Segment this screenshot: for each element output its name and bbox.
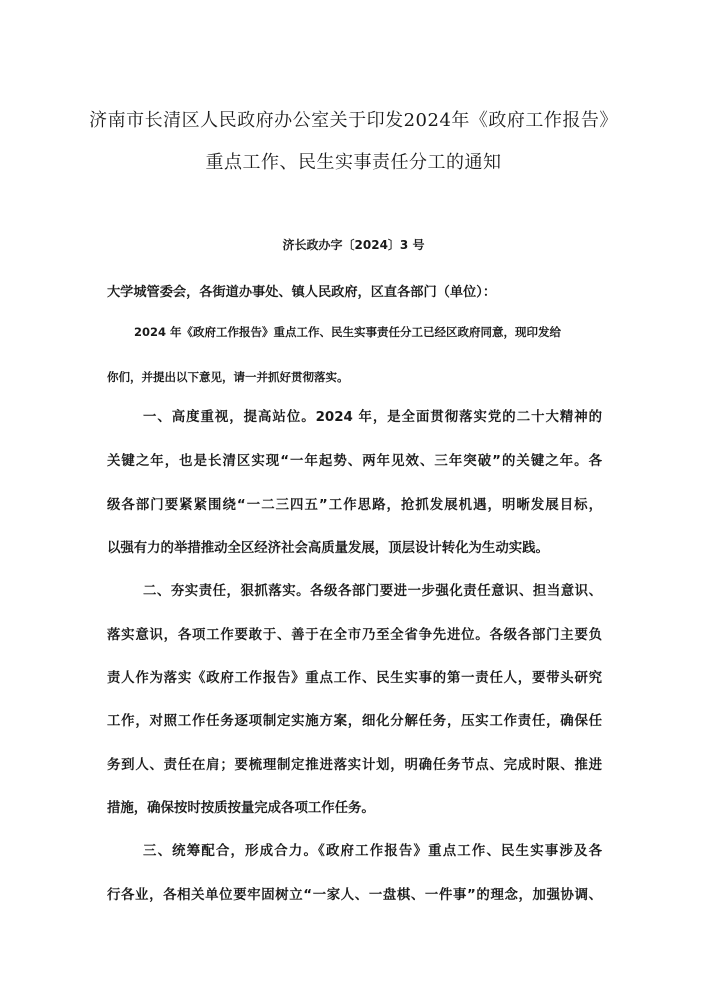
section-2-line: 工作，对照工作任务逐项制定实施方案，细化分解任务，压实工作责任，确保任 [107,714,602,729]
section-1-line: 以强有力的举措推动全区经济社会高质量发展，顶层设计转化为生动实践。 [107,541,549,556]
section-1-line: 一、高度重视，提高站位。2024 年，是全面贯彻落实党的二十大精神的 [143,410,602,425]
section-2-line: 务到人、责任在肩；要梳理制定推进落实计划，明确任务节点、完成时限、推进 [107,758,602,773]
section-2-line: 二、夯实责任，狠抓落实。各级各部门要进一步强化责任意识、担当意识、 [143,584,602,599]
document-title-line-1: 济南市长清区人民政府办公室关于印发2024年《政府工作报告》 [89,110,618,131]
section-3-line: 三、统筹配合，形成合力。《政府工作报告》重点工作、民生实事涉及各 [143,844,602,859]
section-2-line: 落实意识，各项工作要敢于、善于在全市乃至全省争先进位。各级各部门主要负 [107,628,602,643]
addressee: 大学城管委会，各街道办事处、镇人民政府，区直各部门（单位）： [107,285,497,300]
section-2-line: 措施，确保按时按质按量完成各项工作任务。 [107,801,375,816]
section-2-line: 责人作为落实《政府工作报告》重点工作、民生实事的第一责任人，要带头研究 [107,671,602,686]
document-number: 济长政办字〔2024〕3 号 [282,238,425,252]
section-1-line: 级各部门要紧紧围绕“一二三四五”工作思路，抢抓发展机遇，明晰发展目标， [107,498,602,513]
intro-paragraph-line: 2024 年《政府工作报告》重点工作、民生实事责任分工已经区政府同意，现印发给 [134,325,562,339]
section-3-line: 行各业，各相关单位要牢固树立“一家人、一盘棋、一件事”的理念，加强协调、 [107,888,602,903]
section-1-line: 关键之年，也是长清区实现“一年起势、两年见效、三年突破”的关键之年。各 [107,454,602,469]
intro-paragraph-line: 你们，并提出以下意见，请一并抓好贯彻落实。 [107,370,349,384]
document-title-line-2: 重点工作、民生实事责任分工的通知 [205,152,502,173]
